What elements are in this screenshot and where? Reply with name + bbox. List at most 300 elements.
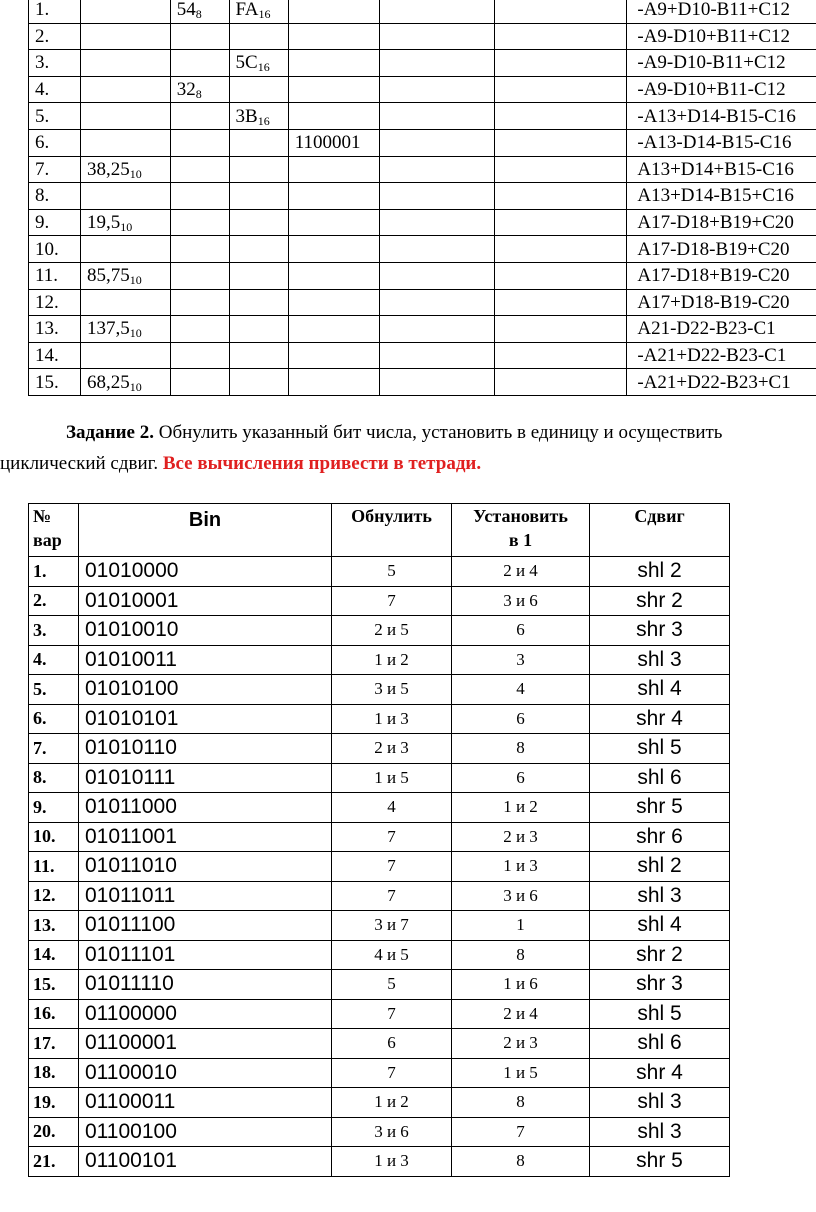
set-bits [452,586,590,616]
variant-number [29,1088,79,1118]
bin-value-text: 01100001 [85,1031,177,1055]
bin-value [79,793,332,823]
decimal-value: 137,5 [87,318,130,340]
bin-value-text: 01011011 [85,883,176,907]
shift-op-text: shl 6 [637,765,682,789]
binary-cell [288,289,379,316]
row-number-text: 14. [35,345,59,367]
decimal-cell [81,369,171,396]
bin-value-text: 01011110 [85,972,174,996]
zero-bits [332,852,452,882]
binary-cell [288,183,379,210]
bin-value-text: 01010011 [85,647,177,671]
zero-bits [332,1029,452,1059]
task-2-title: Задание 2. [66,422,154,443]
octal-cell [170,50,229,77]
conversion-row [29,129,816,156]
variant-number-text: 3. [33,619,47,640]
empty-cell [379,262,494,289]
shift-op-text: shl 3 [637,1090,682,1114]
set-bits-text: 2 и 3 [503,1033,538,1053]
bin-value-text: 01010100 [85,677,179,701]
table-row [29,852,730,882]
binary-cell [288,129,379,156]
variant-number [29,645,79,675]
set-bits [452,970,590,1000]
zero-bits [332,822,452,852]
octal-base: 8 [195,87,202,102]
empty-cell [495,50,627,77]
zero-bits-text: 7 [387,856,396,876]
hex-base: 16 [257,60,270,75]
bin-value [79,999,332,1029]
shift-op [590,911,730,941]
row-number [29,289,81,316]
conversion-row [29,103,816,130]
shift-op [590,999,730,1029]
task-2-line-1 [0,417,816,448]
variant-number [29,557,79,587]
bin-value [79,1029,332,1059]
table-row [29,586,730,616]
set-bits-text: 1 и 2 [503,797,538,817]
variant-number-text: 13. [33,914,56,935]
conversion-row [29,50,816,77]
decimal-cell [81,316,171,343]
shift-op-text: shr 3 [636,618,683,642]
row-number [29,316,81,343]
decimal-cell [81,76,171,103]
variant-number-text: 12. [33,885,56,906]
expression-cell [627,103,816,130]
zero-bits [332,911,452,941]
expression-text: -A21+D22-B23+C1 [637,371,791,393]
bin-value-text: 01100101 [85,1149,177,1173]
conversion-row [29,316,816,343]
variant-number-text: 20. [33,1121,56,1142]
bit-operations-table [28,503,730,1177]
zero-bits [332,970,452,1000]
zero-bits [332,645,452,675]
decimal-base: 10 [129,166,142,181]
expression-text: -A9-D10-B11+C12 [637,52,786,74]
hex-cell [229,289,288,316]
variant-number [29,852,79,882]
set-bits [452,1117,590,1147]
binary-cell [288,156,379,183]
zero-bits [332,999,452,1029]
variant-number [29,1058,79,1088]
empty-cell [495,236,627,263]
decimal-cell [81,0,171,23]
zero-bits [332,616,452,646]
zero-bits [332,734,452,764]
shift-op [590,557,730,587]
empty-cell [379,76,494,103]
octal-cell [170,0,229,23]
zero-bits [332,704,452,734]
shift-op-text: shr 6 [636,824,683,848]
variant-number [29,793,79,823]
expression-cell [627,342,816,369]
decimal-value: 85,75 [87,265,130,287]
shift-op-text: shl 4 [637,677,682,701]
decimal-cell [81,50,171,77]
zero-bits-text: 7 [387,1003,396,1023]
expression-text: -A9+D10-B11+C12 [637,0,791,21]
empty-cell [379,183,494,210]
set-bits-text: 6 [516,767,525,787]
set-bits-text: 1 и 6 [503,974,538,994]
empty-cell [495,129,627,156]
hex-value: 5C [235,52,258,74]
binary-cell [288,369,379,396]
zero-bits-text: 7 [387,885,396,905]
shift-op [590,1058,730,1088]
expression-text: -A13+D14-B15-C16 [637,105,796,127]
set-bits [452,734,590,764]
decimal-value: 19,5 [87,212,121,234]
table-row [29,999,730,1029]
empty-cell [379,316,494,343]
zero-bits-text: 1 и 2 [374,1092,409,1112]
hex-cell [229,236,288,263]
binary-cell [288,76,379,103]
expression-cell [627,156,816,183]
bin-value-text: 01100100 [85,1119,177,1143]
header-row [29,504,730,557]
empty-cell [495,262,627,289]
hex-cell [229,0,288,23]
bin-value [79,940,332,970]
set-bits-text: 1 и 5 [503,1062,538,1082]
task-2-text-2: циклический сдвиг. [0,453,163,474]
empty-cell [495,289,627,316]
binary-cell [288,209,379,236]
table-row [29,557,730,587]
octal-value: 54 [176,0,196,21]
empty-cell [379,342,494,369]
table-row [29,1058,730,1088]
shift-op-text: shr 5 [636,795,683,819]
empty-cell [495,209,627,236]
variant-number-text: 17. [33,1032,56,1053]
row-number [29,209,81,236]
row-number [29,129,81,156]
octal-cell [170,129,229,156]
variant-number-text: 7. [33,737,47,758]
shift-op [590,940,730,970]
row-number [29,183,81,210]
bin-value-text: 01010001 [85,588,179,612]
expression-cell [627,76,816,103]
header-set-line-2: в 1 [508,530,533,550]
hex-cell [229,129,288,156]
bit-operations-body [29,557,730,1177]
zero-bits [332,586,452,616]
shift-op-text: shr 2 [636,942,683,966]
set-bits [452,763,590,793]
variant-number [29,940,79,970]
header-variant-line-1: № [33,506,52,526]
variant-number-text: 15. [33,973,56,994]
conversion-row [29,183,816,210]
table-row [29,793,730,823]
zero-bits-text: 1 и 2 [374,649,409,669]
set-bits [452,616,590,646]
set-bits-text: 6 [516,620,525,640]
row-number [29,369,81,396]
zero-bits-text: 3 и 7 [374,915,409,935]
row-number-text: 12. [35,291,59,313]
empty-cell [379,103,494,130]
set-bits [452,999,590,1029]
zero-bits-text: 5 [387,561,396,581]
shift-op-text: shl 6 [637,1031,682,1055]
binary-cell [288,316,379,343]
octal-cell [170,289,229,316]
bit-operations-header [29,504,730,557]
zero-bits-text: 2 и 3 [374,738,409,758]
variant-number-text: 18. [33,1062,56,1083]
bin-value [79,852,332,882]
table-row [29,1117,730,1147]
row-number [29,50,81,77]
bin-value [79,734,332,764]
shift-op-text: shl 3 [637,883,682,907]
shift-op-text: shl 2 [637,559,682,583]
bin-value-text: 01010101 [85,706,179,730]
binary-cell [288,23,379,50]
decimal-base: 10 [120,220,133,235]
empty-cell [379,209,494,236]
zero-bits-text: 4 [387,797,396,817]
table-row [29,1029,730,1059]
table-row [29,1088,730,1118]
bin-value-text: 01100000 [85,1001,177,1025]
row-number [29,342,81,369]
empty-cell [495,76,627,103]
variant-number [29,1147,79,1177]
shift-op [590,763,730,793]
zero-bits [332,763,452,793]
binary-cell [288,236,379,263]
set-bits [452,704,590,734]
table-row [29,675,730,705]
shift-op [590,1147,730,1177]
set-bits [452,1147,590,1177]
expression-cell [627,289,816,316]
variant-number [29,822,79,852]
set-bits [452,911,590,941]
set-bits-text: 2 и 4 [503,1003,538,1023]
expression-text: A17-D18-B19+C20 [637,238,790,260]
decimal-cell [81,23,171,50]
decimal-cell [81,103,171,130]
decimal-base: 10 [129,326,142,341]
binary-cell [288,262,379,289]
empty-cell [379,156,494,183]
expression-cell [627,316,816,343]
set-bits-text: 2 и 3 [503,826,538,846]
variant-number [29,763,79,793]
zero-bits-text: 7 [387,826,396,846]
expression-cell [627,369,816,396]
shift-op [590,1029,730,1059]
expression-cell [627,23,816,50]
empty-cell [379,129,494,156]
set-bits-text: 8 [516,1092,525,1112]
shift-op [590,645,730,675]
set-bits-text: 6 [516,708,525,728]
variant-number-text: 6. [33,708,47,729]
header-set [452,504,590,557]
row-number-text: 15. [35,371,59,393]
bin-value [79,1117,332,1147]
bin-value-text: 01010110 [85,736,177,760]
table-row [29,763,730,793]
decimal-base: 10 [129,273,142,288]
decimal-cell [81,156,171,183]
row-number-text: 4. [35,79,50,101]
bin-value [79,675,332,705]
row-number-text: 13. [35,318,59,340]
row-number [29,76,81,103]
variant-number-text: 4. [33,649,47,670]
empty-cell [495,369,627,396]
table-row [29,970,730,1000]
variant-number-text: 8. [33,767,47,788]
variant-number [29,881,79,911]
conversion-row [29,0,816,23]
set-bits-text: 3 и 6 [503,885,538,905]
hex-cell [229,103,288,130]
bin-value [79,557,332,587]
expression-text: A17-D18+B19+C20 [637,212,794,234]
bin-value [79,704,332,734]
set-bits-text: 8 [516,944,525,964]
hex-cell [229,342,288,369]
zero-bits-text: 7 [387,1062,396,1082]
bin-value [79,911,332,941]
task-2-line-2 [0,448,816,479]
row-number-text: 7. [35,158,50,180]
set-bits [452,793,590,823]
row-number-text: 9. [35,212,50,234]
zero-bits-text: 1 и 3 [374,708,409,728]
set-bits-text: 1 [516,915,525,935]
octal-cell [170,156,229,183]
bin-value-text: 01011100 [85,913,176,937]
shift-op [590,586,730,616]
hex-base: 16 [258,7,271,22]
hex-cell [229,316,288,343]
variant-number [29,675,79,705]
shift-op [590,704,730,734]
shift-op-text: shr 3 [636,972,683,996]
set-bits [452,675,590,705]
shift-op-text: shl 2 [637,854,682,878]
shift-op [590,881,730,911]
hex-cell [229,156,288,183]
table-row [29,822,730,852]
set-bits [452,1088,590,1118]
table-row [29,881,730,911]
variant-number-text: 19. [33,1091,56,1112]
empty-cell [495,103,627,130]
empty-cell [379,23,494,50]
zero-bits-text: 2 и 5 [374,620,409,640]
bin-value [79,970,332,1000]
shift-op-text: shl 4 [637,913,682,937]
octal-cell [170,23,229,50]
octal-cell [170,262,229,289]
shift-op-text: shl 5 [637,736,682,760]
table-row [29,911,730,941]
variant-number-text: 2. [33,590,47,611]
bin-value-text: 01011010 [85,854,177,878]
shift-op [590,675,730,705]
bin-value [79,1088,332,1118]
set-bits-text: 4 [516,679,525,699]
octal-cell [170,209,229,236]
hex-cell [229,76,288,103]
hex-base: 16 [257,113,270,128]
header-zero: Обнулить [332,504,452,557]
variant-number-text: 1. [33,560,47,581]
zero-bits-text: 4 и 5 [374,944,409,964]
zero-bits [332,940,452,970]
octal-value: 32 [176,79,196,101]
row-number-text: 6. [35,132,50,154]
conversion-row [29,76,816,103]
bin-value [79,616,332,646]
shift-op [590,616,730,646]
row-number [29,103,81,130]
hex-cell [229,183,288,210]
shift-op-text: shl 5 [637,1001,682,1025]
hex-cell [229,209,288,236]
row-number [29,0,81,23]
decimal-value: 68,25 [87,371,130,393]
expression-cell [627,262,816,289]
empty-cell [495,23,627,50]
set-bits-text: 7 [516,1121,525,1141]
variant-number-text: 10. [33,826,56,847]
decimal-cell [81,262,171,289]
bin-value-text: 01011101 [85,942,176,966]
set-bits [452,822,590,852]
shift-op-text: shr 4 [636,1060,683,1084]
zero-bits [332,793,452,823]
decimal-cell [81,129,171,156]
shift-op [590,822,730,852]
set-bits [452,940,590,970]
table-row [29,1147,730,1177]
decimal-base: 10 [129,379,142,394]
row-number-text: 3. [35,52,50,74]
empty-cell [495,0,627,23]
decimal-value: 38,25 [87,158,130,180]
octal-cell [170,183,229,210]
bin-value [79,881,332,911]
table-row [29,940,730,970]
bin-value-text: 01010111 [85,765,176,789]
row-number-text: 1. [35,0,50,21]
conversion-row [29,342,816,369]
variant-number [29,1117,79,1147]
set-bits [452,1058,590,1088]
